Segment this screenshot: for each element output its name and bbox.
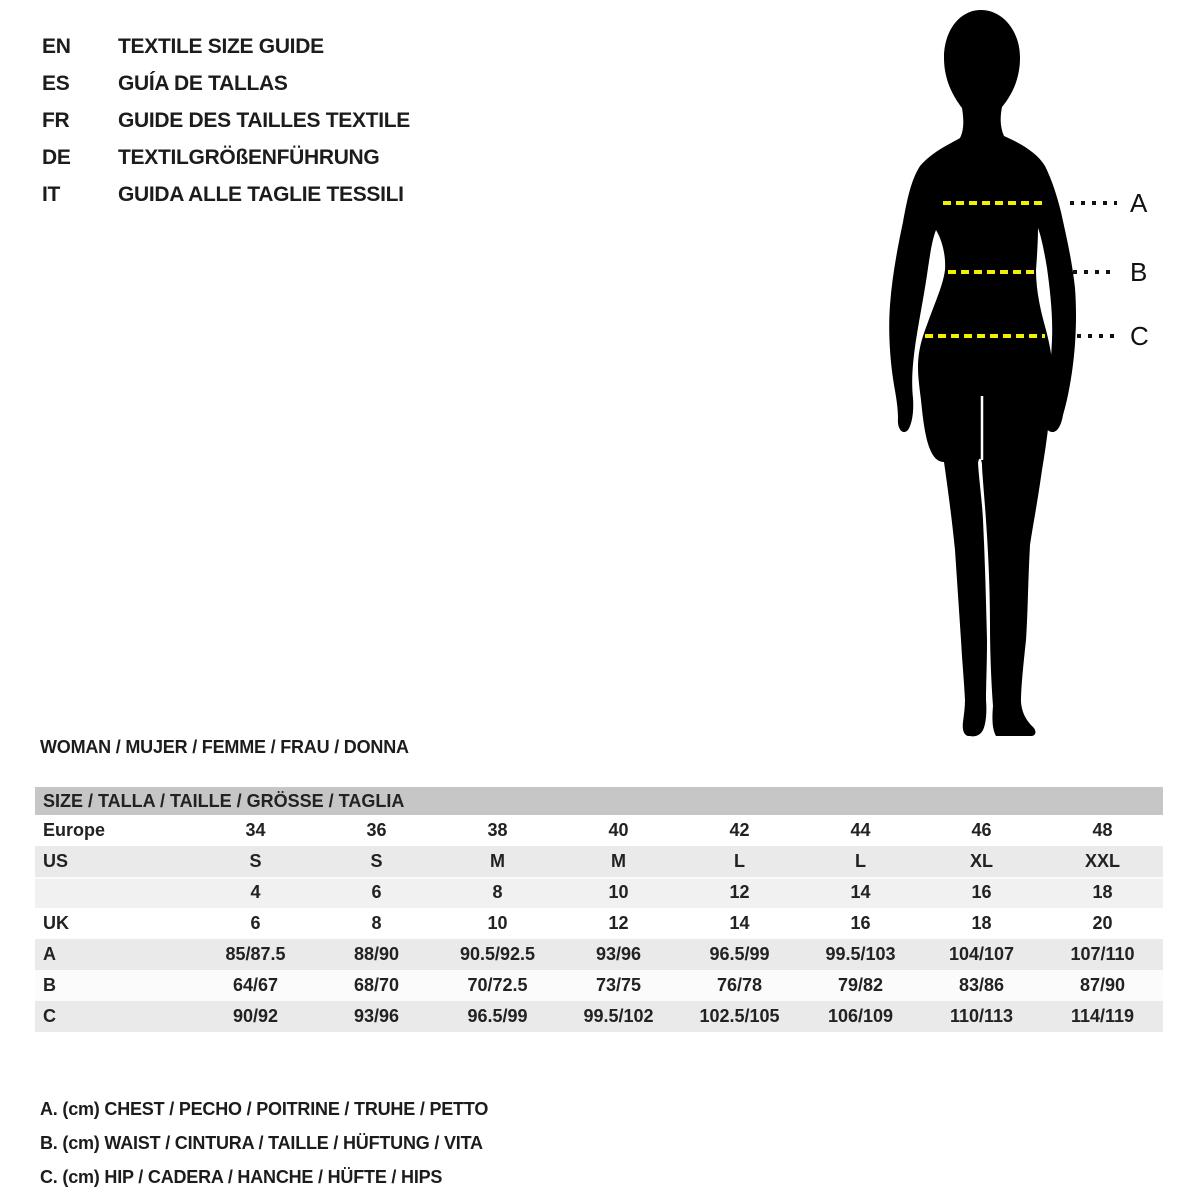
table-cell: 46 — [971, 820, 992, 840]
lang-code: IT — [42, 182, 61, 206]
table-cell: 36 — [366, 820, 387, 840]
legend-chest: A. (cm) CHEST / PECHO / POITRINE / TRUHE / PETTO — [40, 1099, 489, 1119]
table-cell: 93/96 — [353, 1006, 400, 1026]
table-cell: 110/113 — [949, 1006, 1014, 1026]
measure-label-b: B — [1130, 257, 1148, 287]
row-label: A — [43, 944, 56, 964]
table-cell: 20 — [1092, 913, 1113, 933]
lang-title: GUIDE DES TAILLES TEXTILE — [118, 108, 410, 132]
row-label: B — [43, 975, 56, 995]
table-cell: 114/119 — [1070, 1006, 1135, 1026]
row-label: Europe — [43, 820, 106, 840]
lang-row-de — [42, 139, 410, 176]
row-label: UK — [43, 913, 69, 933]
lang-row-it — [42, 176, 410, 213]
table-row-uk — [35, 908, 1163, 939]
table-cell: 12 — [729, 882, 750, 902]
table-cell: M — [490, 851, 505, 871]
table-cell: S — [370, 851, 383, 871]
measurement-legend — [40, 1092, 488, 1194]
table-cell: 99.5/103 — [825, 944, 896, 964]
table-row-waist — [35, 970, 1163, 1001]
legend-waist: B. (cm) WAIST / CINTURA / TAILLE / HÜFTUNG / VITA — [40, 1133, 483, 1153]
table-cell: 107/110 — [1070, 944, 1135, 964]
row-label: US — [43, 851, 69, 871]
table-cell: 90.5/92.5 — [459, 944, 536, 964]
table-cell: 16 — [971, 882, 992, 902]
table-cell: 90/92 — [232, 1006, 279, 1026]
table-cell: S — [249, 851, 262, 871]
table-cell: 18 — [971, 913, 992, 933]
woman-silhouette-graphic — [889, 10, 1076, 736]
table-cell: 64/67 — [232, 975, 279, 995]
table-row-us-numeric — [35, 877, 1163, 908]
table-cell: 8 — [371, 913, 382, 933]
lang-row-en — [42, 28, 410, 65]
size-table-header: SIZE / TALLA / TAILLE / GRÖSSE / TAGLIA — [35, 787, 1163, 815]
table-cell: 14 — [850, 882, 871, 902]
table-cell: 76/78 — [716, 975, 763, 995]
table-cell: 68/70 — [353, 975, 400, 995]
table-cell: 96.5/99 — [709, 944, 770, 964]
table-row-europe — [35, 815, 1163, 846]
lang-row-fr — [42, 102, 410, 139]
size-table — [35, 787, 1163, 1032]
row-label: C — [43, 1006, 56, 1026]
woman-silhouette-svg — [880, 0, 1200, 745]
table-row-chest — [35, 939, 1163, 970]
table-cell: 8 — [492, 882, 503, 902]
table-row-hip — [35, 1001, 1163, 1032]
table-cell: 88/90 — [353, 944, 400, 964]
table-cell: 42 — [729, 820, 750, 840]
lang-code: FR — [42, 108, 70, 132]
lang-title: GUIDA ALLE TAGLIE TESSILI — [118, 182, 404, 206]
table-cell: 70/72.5 — [467, 975, 528, 995]
lang-title: TEXTILGRÖßENFÜHRUNG — [118, 145, 380, 169]
lang-code: DE — [42, 145, 71, 169]
measure-label-c: C — [1130, 321, 1149, 351]
table-cell: 73/75 — [595, 975, 642, 995]
lang-title: GUÍA DE TALLAS — [118, 71, 288, 95]
lang-title: TEXTILE SIZE GUIDE — [118, 34, 324, 58]
table-cell: 10 — [608, 882, 629, 902]
table-cell: 16 — [850, 913, 871, 933]
gender-heading: WOMAN / MUJER / FEMME / FRAU / DONNA — [40, 737, 409, 757]
language-title-list — [42, 28, 410, 213]
table-cell: 10 — [487, 913, 508, 933]
table-cell: 102.5/105 — [699, 1006, 780, 1026]
table-cell: 85/87.5 — [225, 944, 286, 964]
lang-code: ES — [42, 71, 70, 95]
table-cell: 83/86 — [958, 975, 1005, 995]
table-cell: 87/90 — [1079, 975, 1126, 995]
table-cell: L — [734, 851, 745, 871]
table-cell: 34 — [245, 820, 266, 840]
table-cell: XL — [969, 851, 993, 871]
table-cell: XXL — [1084, 851, 1120, 871]
measure-label-a: A — [1130, 188, 1148, 218]
table-cell: 99.5/102 — [583, 1006, 654, 1026]
table-cell: 44 — [850, 820, 871, 840]
table-cell: 104/107 — [948, 944, 1015, 964]
legend-hip: C. (cm) HIP / CADERA / HANCHE / HÜFTE / HIPS — [40, 1167, 443, 1187]
table-cell: 4 — [250, 882, 261, 902]
table-cell: 6 — [371, 882, 382, 902]
table-cell: 38 — [487, 820, 508, 840]
table-cell: 93/96 — [595, 944, 642, 964]
lang-code: EN — [42, 34, 71, 58]
table-cell: 96.5/99 — [467, 1006, 528, 1026]
lang-row-es — [42, 65, 410, 102]
table-cell: 40 — [608, 820, 629, 840]
table-cell: 6 — [250, 913, 261, 933]
table-cell: 12 — [608, 913, 629, 933]
table-cell: 79/82 — [837, 975, 884, 995]
table-cell: 106/109 — [827, 1006, 894, 1026]
table-cell: L — [855, 851, 866, 871]
table-cell: 48 — [1092, 820, 1113, 840]
table-cell: 18 — [1092, 882, 1113, 902]
table-cell: M — [611, 851, 626, 871]
table-row-us — [35, 846, 1163, 877]
table-cell: 14 — [729, 913, 750, 933]
size-figure — [880, 0, 1200, 745]
